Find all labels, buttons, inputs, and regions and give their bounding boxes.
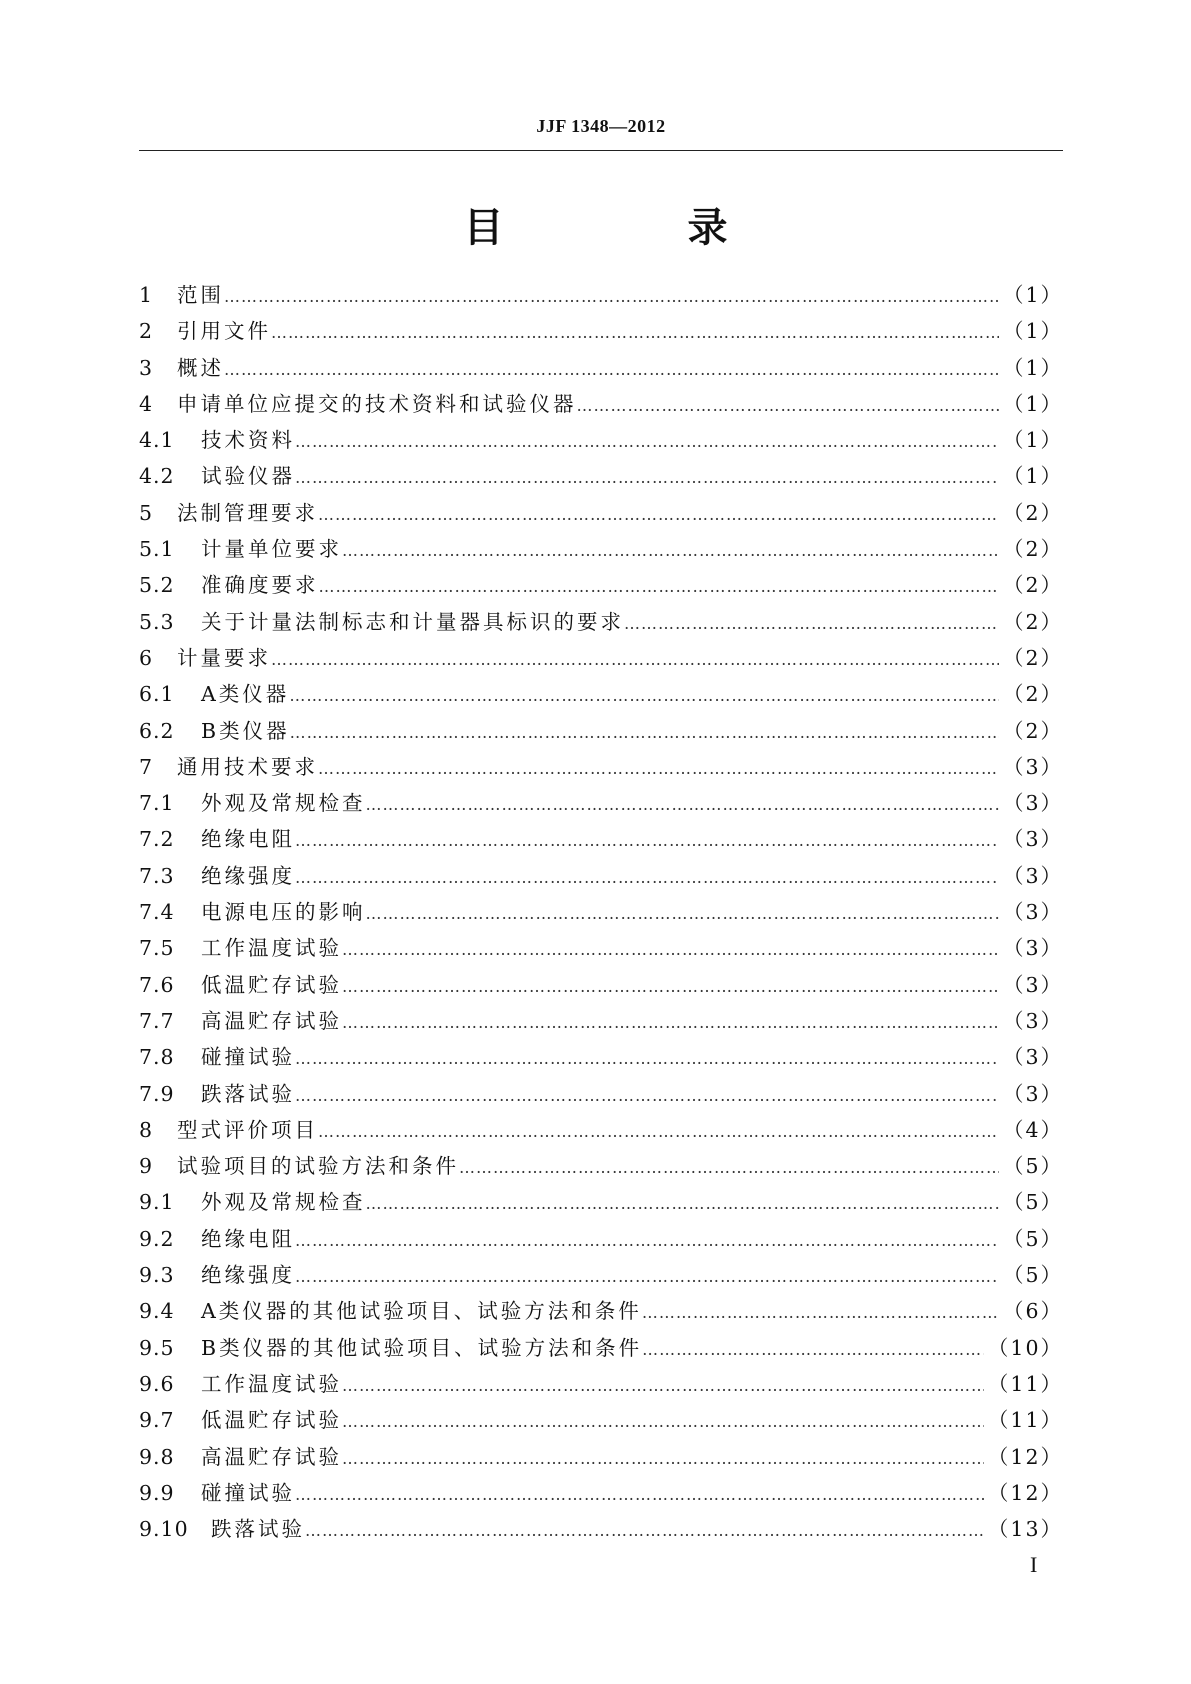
page-title: 目 录 xyxy=(463,205,800,251)
toc-entry-page: （11） xyxy=(987,1371,1063,1396)
toc-entry-title: 电源电压的影响 xyxy=(201,900,366,925)
toc-dot-leader xyxy=(577,388,999,424)
toc-entry xyxy=(139,531,1063,567)
toc-entry xyxy=(139,277,1063,313)
toc-entry-number: 5.2 xyxy=(139,573,175,598)
toc-entry-title: 跌落试验 xyxy=(201,1081,295,1106)
toc-entry-title: 申请单位应提交的技术资料和试验仪器 xyxy=(177,391,577,416)
toc-entry-page: （3） xyxy=(1002,972,1063,997)
toc-entry-title: 试验项目的试验方法和条件 xyxy=(177,1154,459,1179)
toc-entry-number: 7.5 xyxy=(139,936,175,961)
toc-entry-number: 8 xyxy=(139,1117,154,1142)
toc-entry xyxy=(139,1257,1063,1293)
toc-entry-page: （3） xyxy=(1002,936,1063,961)
toc-entry-page: （3） xyxy=(1002,900,1063,925)
toc-dot-leader xyxy=(642,1332,984,1368)
toc-entry xyxy=(139,930,1063,966)
toc-entry xyxy=(139,1112,1063,1148)
toc-entry-page: （3） xyxy=(1002,1008,1063,1033)
toc-entry-title: B类仪器 xyxy=(201,718,290,743)
toc-entry-title: A类仪器的其他试验项目、试验方法和条件 xyxy=(201,1299,642,1324)
toc-dot-leader xyxy=(642,1295,999,1331)
toc-dot-leader xyxy=(342,1441,984,1477)
toc-entry-number: 9.5 xyxy=(139,1335,175,1360)
toc-dot-leader xyxy=(366,787,999,823)
toc-entry xyxy=(139,1039,1063,1075)
toc-dot-leader xyxy=(295,1223,999,1259)
toc-entry-title: 低温贮存试验 xyxy=(201,972,342,997)
toc-entry-page: （3） xyxy=(1002,827,1063,852)
toc-entry-title: 绝缘强度 xyxy=(201,1263,295,1288)
toc-entry xyxy=(139,1293,1063,1329)
toc-entry-number: 6 xyxy=(139,645,154,670)
toc-entry-number: 9.7 xyxy=(139,1408,175,1433)
toc-entry-title: 高温贮存试验 xyxy=(201,1444,342,1469)
toc-entry-title: 技术资料 xyxy=(201,428,295,453)
toc-entry-number: 7.2 xyxy=(139,827,175,852)
toc-dot-leader xyxy=(224,279,999,315)
table-of-contents xyxy=(139,277,1063,1547)
toc-entry-page: （13） xyxy=(987,1517,1063,1542)
toc-entry-title: 概述 xyxy=(177,355,224,380)
toc-dot-leader xyxy=(342,1005,999,1041)
document-code-header: JJF 1348—2012 xyxy=(536,116,666,136)
toc-entry xyxy=(139,422,1063,458)
toc-entry-number: 4 xyxy=(139,391,154,416)
toc-entry xyxy=(139,1330,1063,1366)
toc-entry-title: 范围 xyxy=(177,283,224,307)
toc-entry-page: （2） xyxy=(1002,537,1063,562)
toc-entry-page: （2） xyxy=(1002,500,1063,525)
toc-dot-leader xyxy=(295,860,999,896)
toc-entry-title: 试验仪器 xyxy=(201,464,295,489)
toc-entry-number: 2 xyxy=(139,319,154,344)
toc-entry-page: （2） xyxy=(1002,645,1063,670)
toc-entry-title: 型式评价项目 xyxy=(177,1117,318,1142)
toc-entry-title: 跌落试验 xyxy=(211,1517,305,1542)
toc-entry xyxy=(139,386,1063,422)
toc-entry-title: A类仪器 xyxy=(201,682,290,707)
toc-entry-title: 碰撞试验 xyxy=(201,1045,295,1070)
toc-entry-title: 外观及常规检查 xyxy=(201,791,366,816)
toc-dot-leader xyxy=(318,1114,999,1150)
toc-entry-page: （2） xyxy=(1002,682,1063,707)
toc-dot-leader xyxy=(271,315,999,351)
toc-dot-leader xyxy=(295,1477,984,1513)
toc-entry-page: （3） xyxy=(1002,1045,1063,1070)
toc-dot-leader xyxy=(295,424,999,460)
toc-dot-leader xyxy=(366,1186,999,1222)
toc-entry-title: 高温贮存试验 xyxy=(201,1008,342,1033)
toc-entry-title: 引用文件 xyxy=(177,319,271,344)
toc-entry xyxy=(139,713,1063,749)
header-divider xyxy=(139,150,1063,151)
toc-entry xyxy=(139,1076,1063,1112)
toc-dot-leader xyxy=(318,497,999,533)
toc-entry-page: （10） xyxy=(987,1335,1063,1360)
toc-entry-page: （5） xyxy=(1002,1190,1063,1215)
toc-entry-number: 9.3 xyxy=(139,1263,175,1288)
toc-dot-leader xyxy=(295,1078,999,1114)
toc-entry-title: 通用技术要求 xyxy=(177,754,318,779)
toc-entry-page: （2） xyxy=(1002,573,1063,598)
toc-entry xyxy=(139,1003,1063,1039)
toc-dot-leader xyxy=(289,678,999,714)
toc-entry-number: 1 xyxy=(139,283,154,307)
toc-dot-leader xyxy=(295,823,999,859)
toc-entry-title: 低温贮存试验 xyxy=(201,1408,342,1433)
toc-entry xyxy=(139,1148,1063,1184)
toc-entry xyxy=(139,894,1063,930)
toc-entry-number: 7.9 xyxy=(139,1081,175,1106)
toc-entry xyxy=(139,458,1063,494)
toc-dot-leader xyxy=(342,932,999,968)
toc-entry-page: （2） xyxy=(1002,609,1063,634)
toc-entry xyxy=(139,640,1063,676)
toc-entry-number: 4.1 xyxy=(139,428,175,453)
toc-entry-number: 5.3 xyxy=(139,609,175,634)
toc-entry xyxy=(139,749,1063,785)
toc-entry-title: 绝缘强度 xyxy=(201,863,295,888)
toc-entry-page: （3） xyxy=(1002,791,1063,816)
toc-dot-leader xyxy=(342,533,999,569)
toc-entry-number: 7.7 xyxy=(139,1008,175,1033)
toc-entry-number: 7.1 xyxy=(139,791,175,816)
toc-dot-leader xyxy=(319,569,999,605)
toc-entry xyxy=(139,1439,1063,1475)
toc-entry xyxy=(139,1221,1063,1257)
toc-entry-number: 3 xyxy=(139,355,154,380)
toc-entry-number: 7.8 xyxy=(139,1045,175,1070)
toc-entry xyxy=(139,495,1063,531)
toc-entry-page: （11） xyxy=(987,1408,1063,1433)
toc-entry xyxy=(139,821,1063,857)
toc-entry-page: （5） xyxy=(1002,1154,1063,1179)
toc-entry xyxy=(139,350,1063,386)
toc-entry-title: B类仪器的其他试验项目、试验方法和条件 xyxy=(201,1335,643,1360)
toc-entry-number: 9 xyxy=(139,1154,154,1179)
toc-dot-leader xyxy=(459,1150,999,1186)
toc-dot-leader xyxy=(271,642,999,678)
toc-entry-page: （3） xyxy=(1002,754,1063,779)
toc-entry xyxy=(139,1475,1063,1511)
toc-entry-number: 6.1 xyxy=(139,682,175,707)
toc-entry-title: 关于计量法制标志和计量器具标识的要求 xyxy=(201,609,624,634)
toc-entry-page: （3） xyxy=(1002,1081,1063,1106)
toc-entry-title: 工作温度试验 xyxy=(201,1371,342,1396)
toc-entry xyxy=(139,604,1063,640)
toc-dot-leader xyxy=(295,1041,999,1077)
toc-entry-number: 9.4 xyxy=(139,1299,175,1324)
toc-dot-leader xyxy=(342,1404,984,1440)
toc-entry-page: （12） xyxy=(987,1480,1063,1505)
toc-dot-leader xyxy=(295,1259,999,1295)
toc-entry-page: （1） xyxy=(1002,355,1063,380)
toc-entry-number: 9.2 xyxy=(139,1226,175,1251)
toc-entry-number: 5 xyxy=(139,500,154,525)
toc-entry-number: 7.3 xyxy=(139,863,175,888)
toc-dot-leader xyxy=(342,969,999,1005)
toc-entry-title: 工作温度试验 xyxy=(201,936,342,961)
toc-entry-number: 6.2 xyxy=(139,718,175,743)
toc-dot-leader xyxy=(295,460,999,496)
toc-entry-number: 7.6 xyxy=(139,972,175,997)
toc-entry-title: 碰撞试验 xyxy=(201,1480,295,1505)
toc-entry xyxy=(139,1366,1063,1402)
toc-entry-page: （1） xyxy=(1002,428,1063,453)
page-number: I xyxy=(1030,1552,1038,1577)
toc-entry-title: 法制管理要求 xyxy=(177,500,318,525)
toc-entry xyxy=(139,1184,1063,1220)
toc-entry-number: 9.1 xyxy=(139,1190,175,1215)
toc-dot-leader xyxy=(305,1513,984,1549)
toc-entry-number: 9.6 xyxy=(139,1371,175,1396)
toc-entry-page: （5） xyxy=(1002,1226,1063,1251)
toc-entry-page: （2） xyxy=(1002,718,1063,743)
toc-entry-title: 绝缘电阻 xyxy=(201,1226,295,1251)
toc-entry-page: （6） xyxy=(1002,1299,1063,1324)
toc-entry-page: （1） xyxy=(1002,464,1063,489)
toc-entry xyxy=(139,313,1063,349)
toc-entry xyxy=(139,1402,1063,1438)
toc-entry-number: 9.9 xyxy=(139,1480,175,1505)
toc-entry-page: （12） xyxy=(987,1444,1063,1469)
toc-dot-leader xyxy=(624,606,999,642)
toc-dot-leader xyxy=(224,352,999,388)
toc-dot-leader xyxy=(318,751,999,787)
toc-entry xyxy=(139,858,1063,894)
toc-entry-title: 计量要求 xyxy=(177,645,271,670)
toc-dot-leader xyxy=(290,715,999,751)
toc-dot-leader xyxy=(366,896,999,932)
toc-entry-page: （1） xyxy=(1002,283,1063,307)
toc-entry-title: 绝缘电阻 xyxy=(201,827,295,852)
toc-entry-number: 4.2 xyxy=(139,464,175,489)
toc-entry xyxy=(139,567,1063,603)
toc-entry xyxy=(139,1511,1063,1547)
toc-entry-page: （4） xyxy=(1002,1117,1063,1142)
toc-entry-title: 准确度要求 xyxy=(201,573,319,598)
toc-entry-page: （1） xyxy=(1002,391,1063,416)
toc-entry-number: 9.10 xyxy=(139,1517,189,1542)
toc-dot-leader xyxy=(342,1368,984,1404)
toc-entry xyxy=(139,967,1063,1003)
toc-entry-number: 9.8 xyxy=(139,1444,175,1469)
toc-entry-title: 外观及常规检查 xyxy=(201,1190,366,1215)
toc-entry-page: （5） xyxy=(1002,1263,1063,1288)
toc-entry-page: （1） xyxy=(1002,319,1063,344)
toc-entry-number: 7.4 xyxy=(139,900,175,925)
toc-entry xyxy=(139,676,1063,712)
toc-entry-page: （3） xyxy=(1002,863,1063,888)
toc-entry xyxy=(139,785,1063,821)
toc-entry-title: 计量单位要求 xyxy=(201,537,342,562)
toc-entry-number: 7 xyxy=(139,754,154,779)
toc-entry-number: 5.1 xyxy=(139,537,175,562)
